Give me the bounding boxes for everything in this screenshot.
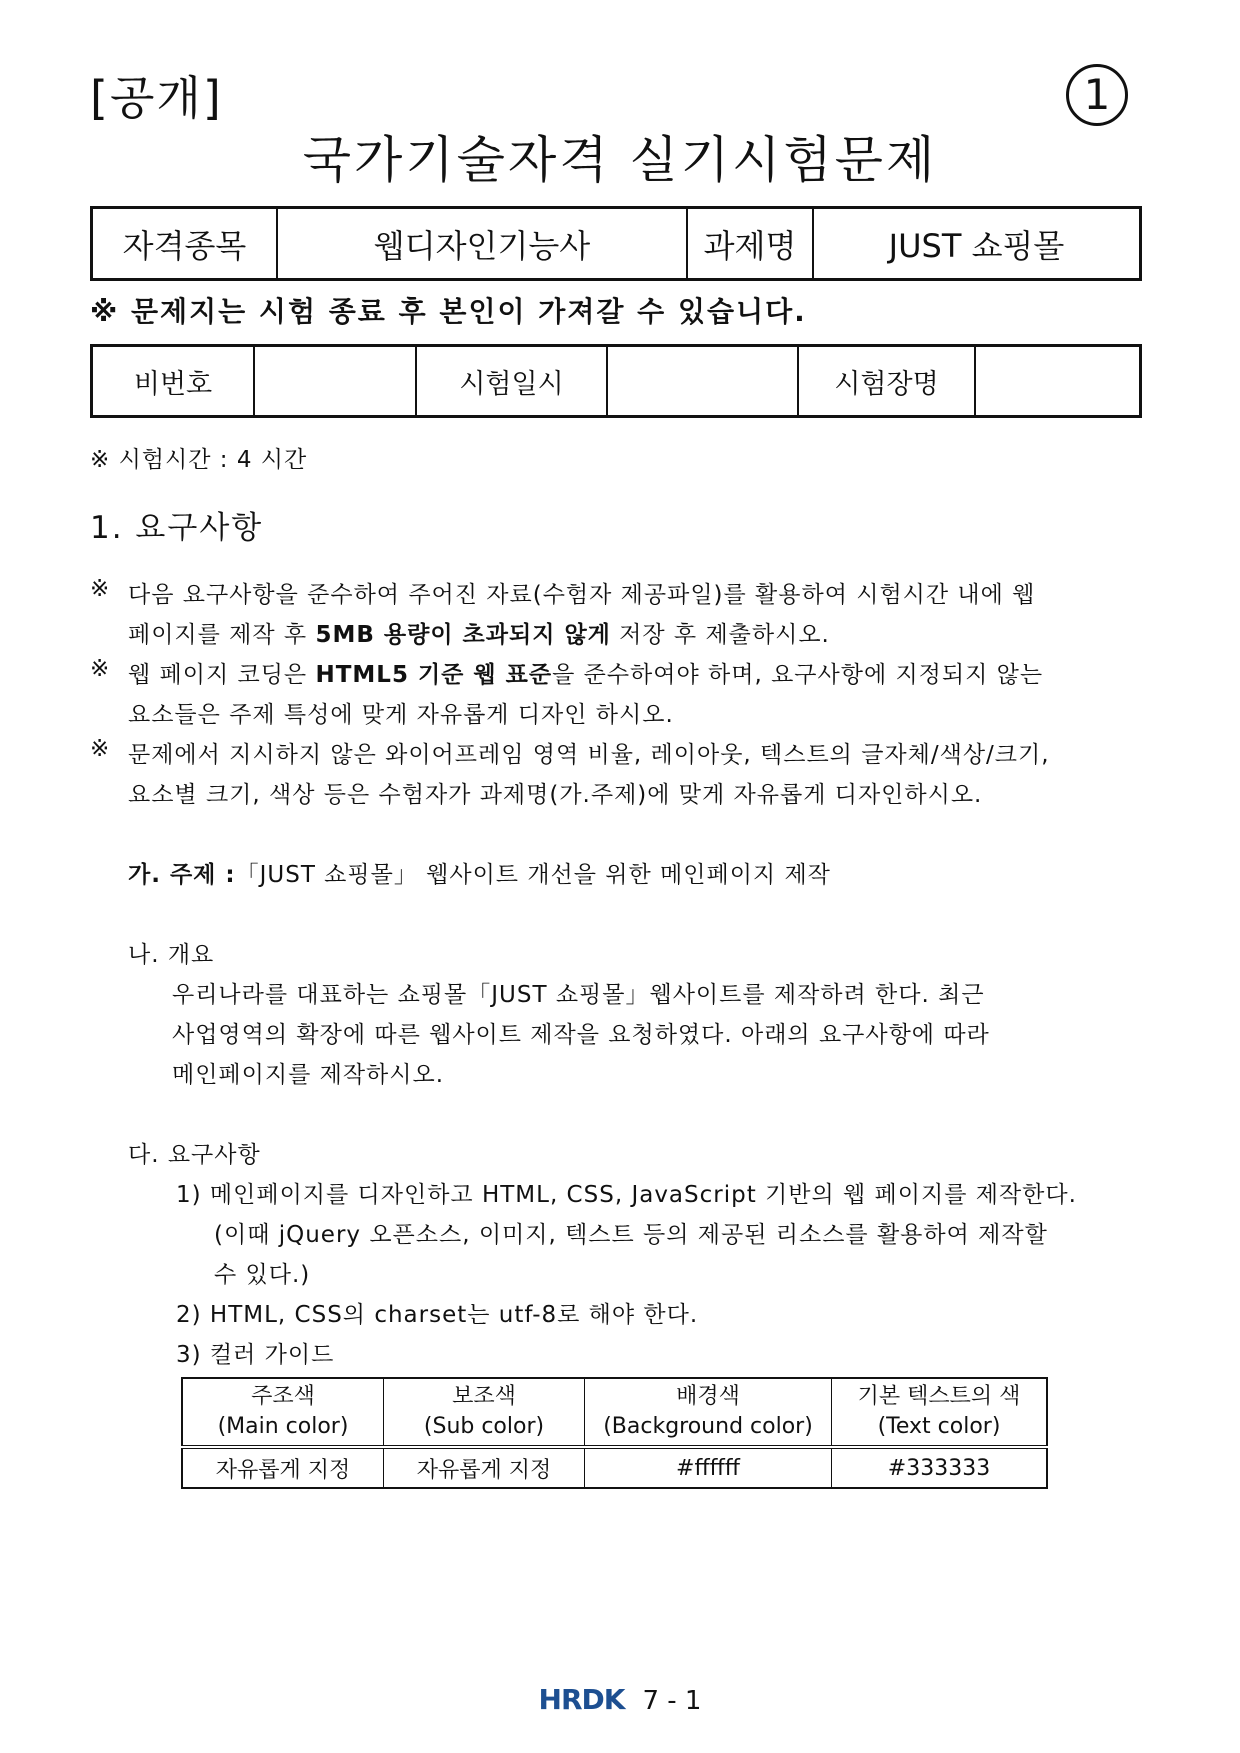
exam-date-label: 시험일시 (416, 346, 607, 417)
task-value: JUST 쇼핑몰 (813, 208, 1141, 280)
color-header-main: 주조색 (Main color) (182, 1378, 384, 1447)
rule-text: 을 준수하여야 하며, 요구사항에 지정되지 않는 (552, 662, 1044, 688)
public-label: [공개] (90, 71, 223, 125)
page-number-circle: 1 (1066, 64, 1128, 126)
rule-mark: ※ (90, 736, 111, 762)
color-value-background: #ffffff (585, 1447, 832, 1488)
rule-text: 웹 페이지 코딩은 (128, 662, 316, 688)
requirement-line: 2) HTML, CSS의 charset는 utf-8로 해야 한다. (176, 1302, 699, 1328)
overview-line: 사업영역의 확장에 따른 웹사이트 제작을 요청하였다. 아래의 요구사항에 따라 (172, 1022, 990, 1048)
rule-line: 요소별 크기, 색상 등은 수험자가 과제명(가.주제)에 맞게 자유롭게 디자인하시오. (128, 782, 983, 808)
exam-date-field[interactable] (607, 346, 798, 417)
rule-line: 다음 요구사항을 준수하여 주어진 자료(수험자 제공파일)를 활용하여 시험시간 내에 웹 (128, 582, 1036, 608)
task-label: 과제명 (687, 208, 813, 280)
overview-label: 나. 개요 (128, 942, 215, 968)
overview-line: 우리나라를 대표하는 쇼핑몰「JUST 쇼핑몰」웹사이트를 제작하려 한다. 최근 (172, 982, 985, 1008)
overview-line: 메인페이지를 제작하시오. (172, 1062, 445, 1088)
hrdk-logo: HRDK (538, 1683, 625, 1716)
color-value-text: #333333 (832, 1447, 1048, 1488)
rule-line (128, 656, 1043, 689)
exam-number-field[interactable] (254, 346, 416, 417)
theme-text: 「JUST 쇼핑몰」 웹사이트 개선을 위한 메인페이지 제작 (235, 862, 831, 888)
exam-place-field[interactable] (975, 346, 1141, 417)
page-title: 국가기술자격 실기시험문제 (302, 131, 938, 189)
footer-page-number: 7 - 1 (642, 1686, 702, 1716)
rule-bold-text: 5MB 용량이 초과되지 않게 (315, 622, 611, 648)
color-value-main: 자유롭게 지정 (182, 1447, 384, 1488)
color-header-text: 기본 텍스트의 색 (Text color) (832, 1378, 1048, 1447)
notice-text: ※ 문제지는 시험 종료 후 본인이 가져갈 수 있습니다. (90, 295, 807, 328)
rule-mark: ※ (90, 576, 111, 602)
rule-line: 문제에서 지시하지 않은 와이어프레임 영역 비율, 레이아웃, 텍스트의 글자체/색상/크기, (128, 742, 1050, 768)
subject-info-table (90, 206, 1142, 281)
theme-line (128, 856, 831, 889)
subject-label: 자격종목 (92, 208, 278, 280)
rule-bold-text: HTML5 기준 웹 표준 (315, 662, 553, 688)
rule-line (128, 616, 830, 649)
footer (0, 1683, 1240, 1716)
exam-info-table (90, 344, 1142, 418)
subject-value: 웹디자인기능사 (277, 208, 687, 280)
section-title: 1. 요구사항 (90, 510, 264, 546)
color-header-sub: 보조색 (Sub color) (384, 1378, 585, 1447)
theme-label: 가. 주제 : (128, 862, 236, 888)
requirements-label: 다. 요구사항 (128, 1142, 261, 1168)
requirement-line: 수 있다.) (214, 1262, 311, 1288)
requirement-line: 3) 컬러 가이드 (176, 1342, 335, 1368)
rule-text: 저장 후 제출하시오. (610, 622, 830, 648)
color-guide-table (181, 1377, 1048, 1489)
requirement-line: 1) 메인페이지를 디자인하고 HTML, CSS, JavaScript 기반의 웹 페이지를 제작한다. (176, 1182, 1077, 1208)
color-header-background: 배경색 (Background color) (585, 1378, 832, 1447)
rule-text: 페이지를 제작 후 (128, 622, 316, 648)
exam-time: ※ 시험시간 : 4 시간 (90, 447, 308, 473)
exam-number-label: 비번호 (92, 346, 255, 417)
requirement-line: (이때 jQuery 오픈소스, 이미지, 텍스트 등의 제공된 리소스를 활용하여 제작할 (214, 1222, 1048, 1248)
rule-mark: ※ (90, 656, 111, 682)
rule-line: 요소들은 주제 특성에 맞게 자유롭게 디자인 하시오. (128, 702, 674, 728)
exam-place-label: 시험장명 (798, 346, 975, 417)
color-value-sub: 자유롭게 지정 (384, 1447, 585, 1488)
